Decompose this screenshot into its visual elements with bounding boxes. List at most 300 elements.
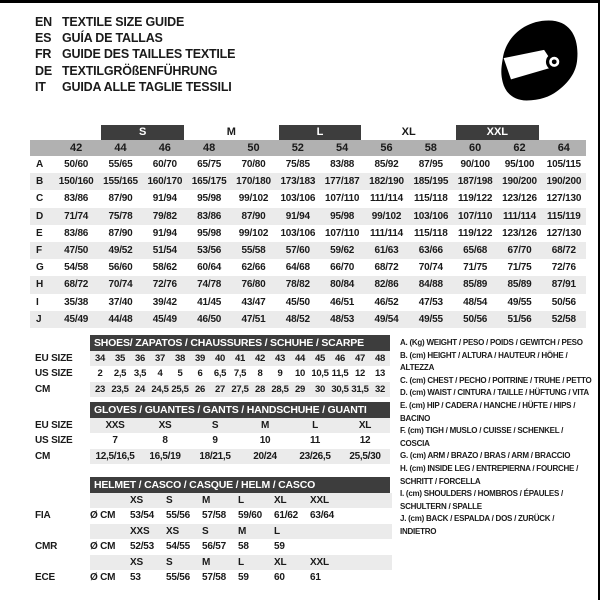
value-cell: 83/86 [64, 227, 89, 239]
values-strip [90, 539, 392, 555]
row-letter: C [36, 193, 44, 205]
measure-row-c [30, 190, 586, 207]
helmet-size-header-row [30, 555, 590, 571]
value-cell: 59/62 [330, 245, 355, 257]
value-cell: 123/126 [502, 193, 537, 205]
value-cell: 39/42 [152, 296, 177, 308]
value-cell: 49/55 [418, 313, 443, 325]
value-cell: M [202, 556, 211, 568]
size-col-42: 42 [70, 142, 83, 154]
measure-row-e [30, 225, 586, 242]
row-label: CM [35, 450, 51, 462]
value-cell: M [202, 494, 211, 506]
value-cell: 115/118 [413, 193, 448, 205]
value-cell: 54/55 [166, 541, 191, 553]
legend-item-c: C. (cm) CHEST / PECHO / POITRINE / TRUHE / PETTO [400, 375, 592, 385]
value-cell: 99/102 [238, 227, 269, 239]
value-cell: 47/50 [64, 245, 89, 257]
diameter-unit-label: Ø CM [90, 572, 116, 584]
diameter-unit-label: Ø CM [90, 541, 116, 553]
row-letter: F [36, 245, 42, 257]
value-cell: 44/48 [108, 313, 133, 325]
legend-item-f: F. (cm) TIGH / MUSLO / CUISSE / SCHENKEL / COSCIA [400, 426, 564, 448]
guide-title: TEXTILE SIZE GUIDE [62, 15, 185, 29]
value-cell: 127/130 [546, 227, 582, 239]
measure-row-j [30, 311, 586, 328]
value-cell: 2 [97, 368, 103, 380]
value-cell: 190/200 [502, 176, 537, 188]
value-cell: 190/200 [546, 176, 582, 188]
value-cell: 27 [215, 383, 225, 395]
value-cell: 111/114 [502, 210, 537, 222]
value-cell: 119/122 [458, 227, 493, 239]
value-cell: 71/75 [463, 262, 488, 274]
size-col-54: 54 [336, 142, 349, 154]
value-cell: 3,5 [133, 368, 147, 380]
value-cell: 107/110 [325, 193, 360, 205]
language-row-fr [35, 46, 235, 62]
value-cell: 9 [212, 435, 218, 447]
value-cell: 12 [355, 368, 365, 380]
value-cell: 37/40 [108, 296, 133, 308]
size-group-spacer [30, 125, 98, 140]
value-cell: 53 [130, 572, 141, 584]
value-cell: 56/60 [108, 262, 133, 274]
value-cell: 25,5 [171, 383, 189, 395]
value-cell: 71/75 [507, 262, 532, 274]
value-cell: 80/84 [330, 279, 355, 291]
values-strip [90, 382, 390, 398]
value-cell: 70/74 [108, 279, 133, 291]
size-group-l: L [279, 125, 362, 140]
value-cell: 60/70 [152, 159, 177, 171]
measure-row-b [30, 173, 586, 190]
helmet-row-cmr [30, 539, 590, 555]
row-label: US SIZE [35, 368, 73, 380]
value-cell: 155/165 [103, 176, 138, 188]
size-col-46: 46 [158, 142, 171, 154]
row-label: CMR [35, 541, 58, 553]
values-strip [90, 508, 392, 524]
size-group-xl: XL [401, 125, 416, 138]
row-letter: H [36, 279, 44, 291]
value-cell: 82/86 [374, 279, 399, 291]
value-cell: 12,5/16,5 [95, 450, 135, 462]
value-cell: 29 [295, 383, 305, 395]
value-cell: 107/110 [458, 210, 493, 222]
value-cell: XXL [310, 494, 329, 506]
value-cell: 20/24 [253, 450, 277, 462]
value-cell: 68/72 [374, 262, 399, 274]
row-label [30, 493, 90, 509]
value-cell: XS [130, 556, 143, 568]
value-cell: XS [166, 525, 179, 537]
value-cell: 39 [195, 352, 205, 364]
value-cell: S [166, 556, 173, 568]
value-cell: 85/92 [374, 159, 399, 171]
value-cell: 57/60 [285, 245, 310, 257]
guide-title: GUIDA ALLE TAGLIE TESSILI [62, 79, 232, 94]
row-letter: I [36, 296, 39, 308]
value-cell: M [260, 419, 270, 431]
value-cell: XS [158, 419, 172, 431]
measure-row-i [30, 294, 586, 311]
value-cell: 84/88 [418, 279, 443, 291]
value-cell: 48/54 [463, 296, 488, 308]
values-strip [90, 493, 392, 509]
measurement-legend [400, 337, 592, 539]
value-cell: 46 [335, 352, 345, 364]
value-cell: 32 [375, 383, 385, 395]
value-cell: 78/82 [285, 279, 310, 291]
value-cell: 42 [255, 352, 265, 364]
language-row-es [35, 30, 235, 46]
value-cell: XL [358, 419, 372, 431]
value-cell: L [274, 525, 280, 537]
value-cell: 8 [257, 368, 263, 380]
value-cell: 5 [177, 368, 183, 380]
value-cell: 49/55 [507, 296, 532, 308]
value-cell: L [238, 556, 244, 568]
value-cell: 36 [135, 352, 145, 364]
value-cell: 48/53 [330, 313, 355, 325]
value-cell: 47 [355, 352, 365, 364]
value-cell: 27,5 [231, 383, 249, 395]
value-cell: 16,5/19 [149, 450, 181, 462]
legend-item-b: B. (cm) HEIGHT / ALTURA / HAUTEUR / HÖHE / ALTEZZA [400, 350, 568, 373]
size-col-50: 50 [247, 142, 260, 154]
value-cell: XS [130, 494, 143, 506]
value-cell: 24,5 [151, 383, 169, 395]
value-cell: 87/90 [241, 210, 266, 222]
language-header [35, 14, 235, 95]
value-cell: L [238, 494, 244, 506]
value-cell: 173/183 [280, 176, 316, 188]
value-cell: 90/100 [460, 159, 490, 171]
row-label: EU SIZE [35, 352, 73, 364]
measure-row-h [30, 276, 586, 293]
value-cell: 55/56 [166, 572, 191, 584]
legend-item-i: I. (cm) SHOULDERS / HOMBROS / ÉPAULES / SCHULTERN / SPALLE [400, 489, 564, 511]
value-cell: 64/68 [285, 262, 310, 274]
value-cell: 187/198 [457, 176, 493, 188]
value-cell: 99/102 [371, 210, 402, 222]
value-cell: 103/106 [280, 193, 316, 205]
value-cell: 45 [315, 352, 325, 364]
value-cell: 9 [277, 368, 283, 380]
value-cell: 7,5 [233, 368, 247, 380]
values-strip [90, 570, 392, 586]
values-strip [90, 555, 392, 571]
value-cell: 48 [375, 352, 385, 364]
value-cell: 67/70 [507, 245, 532, 257]
value-cell: 52/53 [130, 541, 155, 553]
value-cell: 103/106 [280, 227, 316, 239]
value-cell: 165/175 [191, 176, 227, 188]
value-cell: 10,5 [311, 368, 329, 380]
value-cell: 2,5 [113, 368, 127, 380]
row-label: EU SIZE [35, 419, 73, 431]
measure-row-d [30, 208, 586, 225]
value-cell: 46/52 [374, 296, 399, 308]
value-cell: 28,5 [271, 383, 289, 395]
value-cell: 24 [135, 383, 145, 395]
row-label: US SIZE [35, 435, 73, 447]
value-cell: 8 [162, 435, 168, 447]
value-cell: 23/26,5 [299, 450, 331, 462]
value-cell: 35/38 [64, 296, 89, 308]
size-group-s: S [101, 125, 184, 140]
value-cell: 61/63 [374, 245, 399, 257]
value-cell: 62/66 [241, 262, 266, 274]
value-cell: 45/49 [64, 313, 89, 325]
row-letter: J [36, 313, 42, 325]
row-letter: G [36, 262, 44, 274]
value-cell: 4 [157, 368, 163, 380]
value-cell: 87/90 [108, 193, 133, 205]
value-cell: 76/80 [241, 279, 266, 291]
value-cell: 34 [95, 352, 105, 364]
value-cell: 26 [195, 383, 205, 395]
language-code: EN [35, 15, 52, 29]
value-cell: 95/98 [197, 227, 222, 239]
value-cell: 185/195 [413, 176, 449, 188]
value-cell: 68/72 [64, 279, 89, 291]
values-strip [90, 449, 390, 465]
value-cell: 123/126 [502, 227, 537, 239]
value-cell: 83/86 [64, 193, 89, 205]
value-cell: 47/53 [418, 296, 443, 308]
size-number-row [30, 140, 586, 156]
value-cell: 53/56 [197, 245, 222, 257]
value-cell: 46/51 [330, 296, 355, 308]
value-cell: 45/49 [152, 313, 177, 325]
row-label: FIA [35, 510, 51, 522]
value-cell: 55/58 [241, 245, 266, 257]
value-cell: 119/122 [458, 193, 493, 205]
value-cell: 95/98 [330, 210, 355, 222]
helmet-title: HELMET / CASCO / CASQUE / HELM / CASCO [90, 477, 390, 493]
values-strip [90, 366, 390, 382]
helmet-row-ece [30, 570, 590, 586]
value-cell: 177/187 [324, 176, 360, 188]
value-cell: 51/54 [152, 245, 177, 257]
value-cell: 61 [310, 572, 321, 584]
value-cell: XXL [310, 556, 329, 568]
value-cell: 91/94 [285, 210, 310, 222]
value-cell: 95/100 [504, 159, 535, 171]
value-cell: 38 [175, 352, 185, 364]
value-cell: 50/56 [551, 296, 576, 308]
value-cell: 61/62 [274, 510, 299, 522]
value-cell: 74/78 [197, 279, 222, 291]
value-cell: 31,5 [351, 383, 369, 395]
language-code: IT [35, 79, 46, 94]
value-cell: 43/47 [241, 296, 266, 308]
size-group-m: M [226, 125, 236, 138]
value-cell: 83/86 [197, 210, 222, 222]
value-cell: 44 [295, 352, 305, 364]
value-cell: 37 [155, 352, 165, 364]
language-code: FR [35, 47, 52, 62]
value-cell: 28 [255, 383, 265, 395]
value-cell: 23,5 [111, 383, 129, 395]
value-cell: 55/65 [108, 159, 133, 171]
value-cell: M [238, 525, 247, 537]
value-cell: 50/60 [64, 159, 89, 171]
value-cell: 46/50 [197, 313, 222, 325]
value-cell: 35 [115, 352, 125, 364]
value-cell: 54/58 [64, 262, 89, 274]
size-col-52: 52 [291, 142, 304, 154]
language-row-it [35, 79, 235, 95]
value-cell: 160/170 [147, 176, 183, 188]
value-cell: 75/78 [108, 210, 133, 222]
value-cell: 47/51 [241, 313, 266, 325]
value-cell: 13 [375, 368, 385, 380]
value-cell: 57/58 [202, 572, 227, 584]
value-cell: 105/115 [546, 159, 581, 171]
values-strip [90, 418, 390, 434]
value-cell: 87/91 [551, 279, 576, 291]
value-cell: 127/130 [546, 193, 582, 205]
measure-row-f [30, 242, 586, 259]
size-col-48: 48 [203, 142, 216, 154]
size-group-row [30, 124, 586, 140]
guide-title: TEXTILGRÖßENFÜHRUNG [62, 63, 218, 78]
row-letter: B [36, 176, 44, 188]
value-cell: 55/56 [166, 510, 191, 522]
value-cell: 49/52 [108, 245, 133, 257]
legend-item-h: H. (cm) INSIDE LEG / ENTREPIERNA / FOURCHE / SCHRITT / FORCELLA [400, 463, 579, 486]
value-cell: 58 [238, 541, 249, 553]
value-cell: 7 [112, 435, 118, 447]
value-cell: 51/56 [507, 313, 532, 325]
legend-item-a: A. (Kg) WEIGHT / PESO / POIDS / GEWITCH / PESO [400, 338, 583, 347]
value-cell: 91/94 [152, 193, 177, 205]
value-cell: 11 [310, 435, 320, 447]
value-cell: 170/180 [236, 176, 271, 188]
language-row-en [35, 14, 235, 30]
value-cell: 45/50 [285, 296, 310, 308]
value-cell: 87/95 [418, 159, 443, 171]
value-cell: 111/114 [369, 193, 404, 205]
value-cell: 85/89 [463, 279, 488, 291]
legend-item-d: D. (cm) WAIST / CINTURA / TAILLE / HÜFTUNG / VITA [400, 388, 589, 398]
legend-item-g: G. (cm) ARM / BRAZO / BRAS / ARM / BRACCIO [400, 451, 571, 461]
value-cell: 63/66 [418, 245, 443, 257]
row-letter: E [36, 227, 43, 239]
value-cell: 30,5 [331, 383, 349, 395]
value-cell: 107/110 [325, 227, 360, 239]
value-cell: S [211, 419, 219, 431]
size-group-spacer [542, 125, 586, 140]
row-label [30, 524, 90, 540]
value-cell: 70/80 [241, 159, 266, 171]
shoes-title: SHOES/ ZAPATOS / CHAUSSURES / SCHUHE / SCARPE [90, 335, 390, 351]
value-cell: 72/76 [152, 279, 177, 291]
guide-title: GUIDE DES TAILLES TEXTILE [62, 47, 236, 62]
row-label: CM [35, 383, 51, 395]
size-col-44: 44 [114, 142, 127, 154]
racing-helmet-icon [492, 14, 587, 106]
value-cell: 30 [315, 383, 325, 395]
legend-item-e: E. (cm) HIP / CADERA / HANCHE / HÜFTE / HIPS / BACINO [400, 400, 576, 423]
value-cell: 23 [95, 383, 105, 395]
value-cell: 40 [215, 352, 225, 364]
value-cell: 6 [197, 368, 203, 380]
size-group-xxl: XXL [456, 125, 539, 140]
row-label [30, 555, 90, 571]
value-cell: 41/45 [197, 296, 222, 308]
language-row-de [35, 63, 235, 79]
value-cell: 11,5 [331, 368, 349, 380]
value-cell: 18/21,5 [199, 450, 231, 462]
values-strip [90, 351, 390, 367]
main-size-table [30, 124, 586, 328]
value-cell: 103/106 [413, 210, 449, 222]
value-cell: 68/72 [551, 245, 576, 257]
value-cell: 49/54 [374, 313, 399, 325]
size-col-58: 58 [424, 142, 437, 154]
value-cell: 91/94 [152, 227, 177, 239]
value-cell: XL [274, 494, 287, 506]
size-col-60: 60 [469, 142, 482, 154]
language-code: ES [35, 31, 52, 46]
row-letter: A [36, 159, 44, 171]
value-cell: 57/58 [202, 510, 227, 522]
value-cell: 48/52 [285, 313, 310, 325]
value-cell: 25,5/30 [349, 450, 381, 462]
measure-row-a [30, 156, 586, 173]
guide-title: GUÍA DE TALLAS [62, 31, 163, 46]
value-cell: S [166, 494, 173, 506]
value-cell: 6,5 [213, 368, 227, 380]
value-cell: 66/70 [330, 262, 355, 274]
value-cell: 99/102 [238, 193, 269, 205]
language-code: DE [35, 63, 52, 78]
values-strip [90, 433, 390, 449]
value-cell: 83/88 [330, 159, 355, 171]
value-cell: 59 [274, 541, 285, 553]
value-cell: 12 [359, 435, 371, 447]
value-cell: 41 [235, 352, 245, 364]
size-col-56: 56 [380, 142, 393, 154]
value-cell: 75/85 [285, 159, 310, 171]
value-cell: 56/57 [202, 541, 227, 553]
measure-row-g [30, 259, 586, 276]
values-strip [90, 524, 392, 540]
value-cell: 71/74 [64, 210, 89, 222]
value-cell: 63/64 [310, 510, 335, 522]
value-cell: XXS [130, 525, 150, 537]
value-cell: L [312, 419, 318, 431]
value-cell: 115/118 [413, 227, 448, 239]
value-cell: 79/82 [152, 210, 177, 222]
size-col-62: 62 [513, 142, 526, 154]
value-cell: 85/89 [507, 279, 532, 291]
top-border [0, 0, 600, 3]
value-cell: 182/190 [369, 176, 404, 188]
diameter-unit-label: Ø CM [90, 510, 116, 522]
value-cell: 72/76 [551, 262, 576, 274]
value-cell: 87/90 [108, 227, 133, 239]
gloves-title: GLOVES / GUANTES / GANTS / HANDSCHUHE / GUANTI [90, 402, 390, 418]
value-cell: 50/56 [463, 313, 488, 325]
value-cell: 111/114 [369, 227, 404, 239]
value-cell: 10 [259, 435, 271, 447]
value-cell: 58/62 [152, 262, 177, 274]
